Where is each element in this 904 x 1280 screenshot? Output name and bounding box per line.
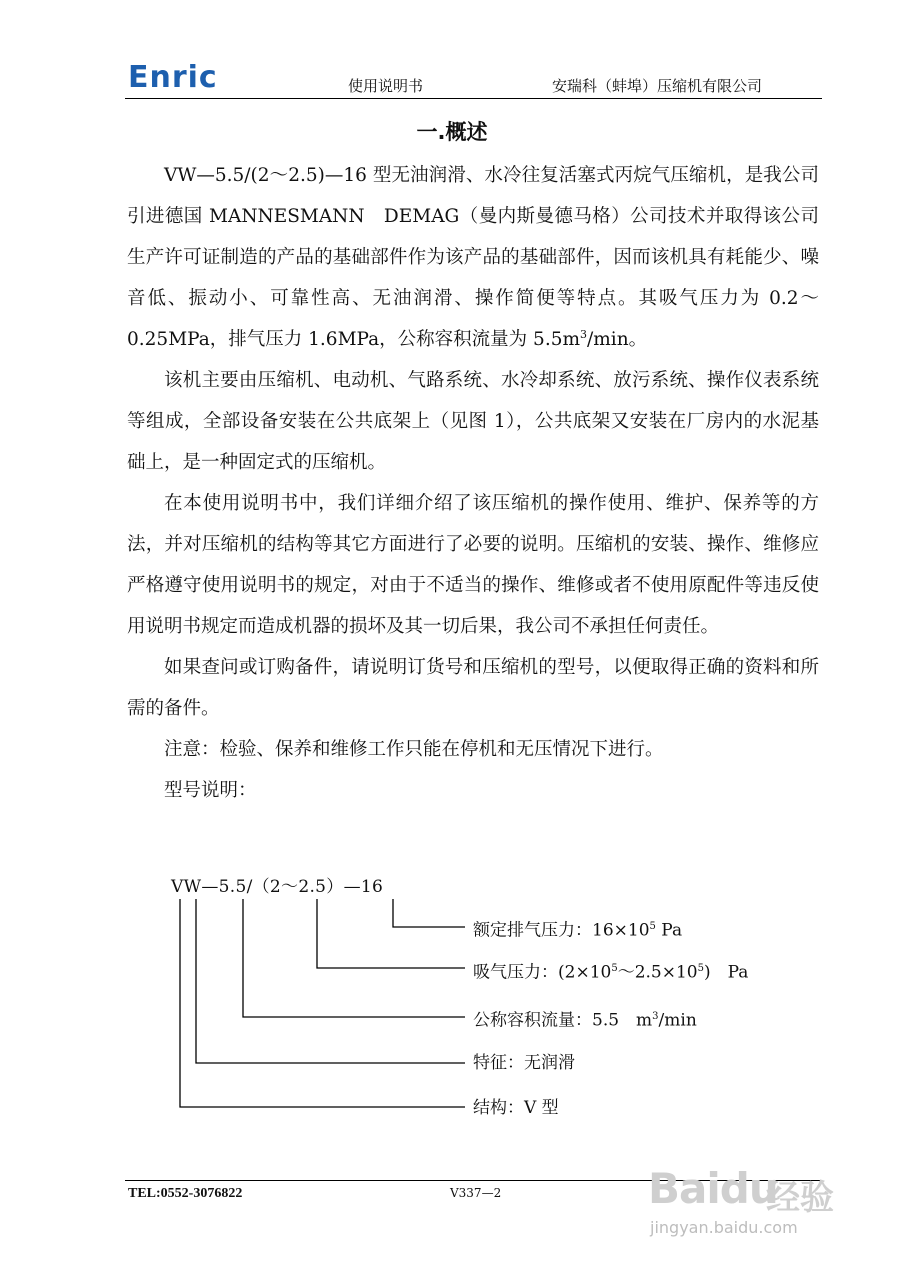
leader-line-feature bbox=[196, 899, 465, 1063]
safety-note: 注意：检验、保养和维修工作只能在停机和无压情况下进行。 bbox=[164, 739, 664, 760]
section-title: 一.概述 bbox=[416, 120, 488, 144]
watermark-url: jingyan.baidu.com bbox=[650, 1218, 798, 1237]
callout-nominal-flow: 公称容积流量：5.5 $m^3/\min$ bbox=[473, 1010, 697, 1031]
callout-suction-pressure: 吸气压力：$(2\times 10^5\sim 2.5\times 10^5)$ Pa bbox=[473, 962, 749, 983]
paragraph-spare-parts: 如果查问或订购备件，请说明订货号和压缩机的型号，以便取得正确的资料和所需的备件。 bbox=[127, 657, 819, 719]
callout-rated-discharge-pressure: 额定排气压力：$16\times 10^5$ Pa bbox=[473, 920, 683, 941]
watermark-brand: Baidu bbox=[648, 1164, 778, 1213]
company-logo: Enric bbox=[128, 60, 218, 95]
paragraph-manual-scope: 在本使用说明书中，我们详细介绍了该压缩机的操作使用、维护、保养等的方法，并对压缩机的结构等其它方面进行了必要的说明。压缩机的安装、操作、维修应严格遵守使用说明书的规定，对由于不适当的操作、维修或者不使用原配件等违反使用说明书规定而造成机器的损坏及其一切后果，我公司不承担任何责任。 bbox=[127, 493, 819, 637]
footer-page-number: V337—2 bbox=[450, 1186, 502, 1200]
header-rule bbox=[125, 98, 822, 99]
paragraph-overview: VW—5.5/(2～2.5)—16 型无油润滑、水冷往复活塞式丙烷气压缩机，是我公司引进德国 MANNESMANN DEMAG（曼内斯曼德马格）公司技术并取得该公司生产许可证制造的产品的基础部件作为该产品的基础部件，因而该机具有耗能少、噪音低、振动小、可靠性高、无油润滑、操作简便等特点。其吸气压力为 0.2～0.25MPa，排气压力 1.6MPa，公称容积流量为 $5.5m^3/\min$。 bbox=[127, 165, 819, 350]
footer-telephone: TEL:0552-3076822 bbox=[128, 1186, 243, 1201]
document-body bbox=[127, 155, 819, 811]
callout-structure: 结构：V 型 bbox=[473, 1098, 559, 1118]
baidu-watermark bbox=[640, 1160, 855, 1260]
leader-line-pressure bbox=[393, 899, 465, 927]
model-heading: 型号说明： bbox=[164, 780, 257, 801]
leader-line-structure bbox=[180, 899, 465, 1107]
leader-line-flow bbox=[243, 899, 465, 1017]
callout-feature: 特征：无润滑 bbox=[473, 1053, 575, 1073]
model-code: VW—5.5/（2～2.5）—16 bbox=[171, 877, 384, 897]
watermark-experience: 经验 bbox=[766, 1178, 834, 1218]
header-company-name: 安瑞科（蚌埠）压缩机有限公司 bbox=[552, 77, 763, 95]
leader-line-suction bbox=[317, 899, 465, 968]
header-doc-type: 使用说明书 bbox=[348, 77, 424, 95]
paragraph-components: 该机主要由压缩机、电动机、气路系统、水冷却系统、放污系统、操作仪表系统等组成，全部设备安装在公共底架上（见图 1），公共底架又安装在厂房内的水泥基础上，是一种固定式的压缩机。 bbox=[127, 370, 819, 473]
